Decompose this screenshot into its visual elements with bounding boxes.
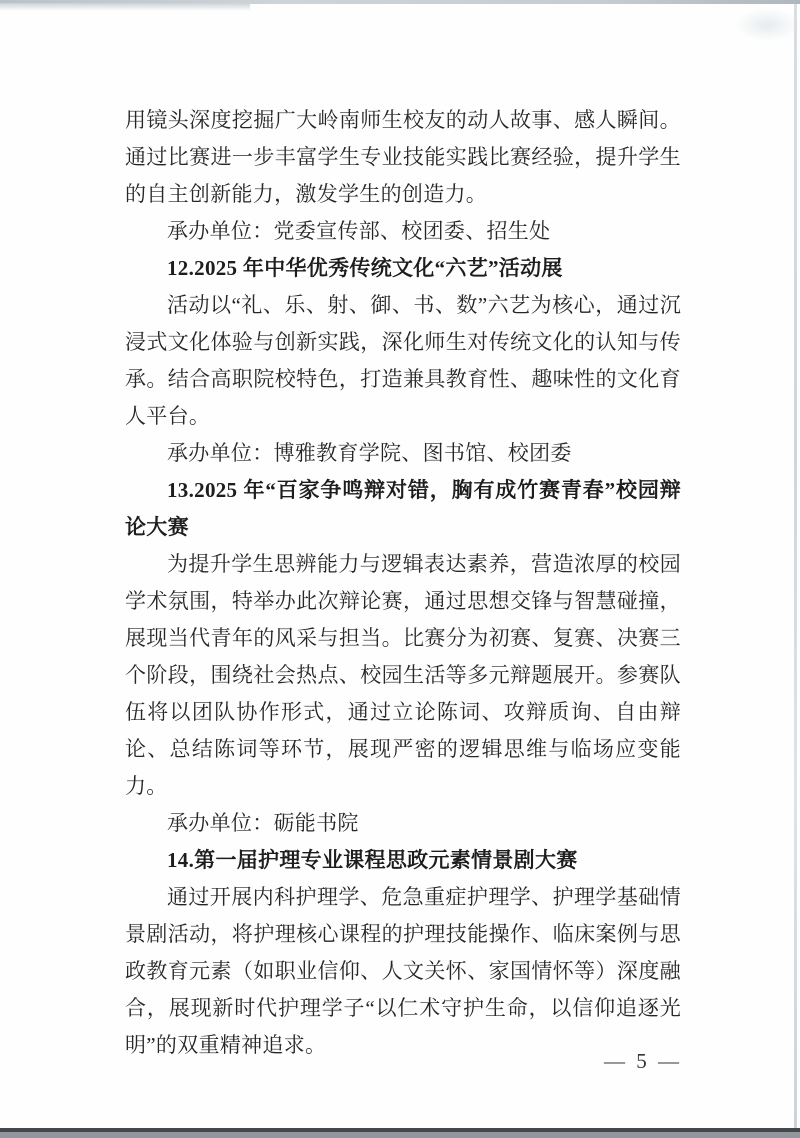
section-heading-13: 13.2025 年“百家争鸣辩对错，胸有成竹赛青春”校园辩论大赛: [125, 478, 681, 539]
page-number: — 5 —: [604, 1049, 682, 1073]
scan-edge-right: [794, 4, 797, 1128]
section-heading-14: 14.第一届护理专业课程思政元素情景剧大赛: [167, 848, 578, 872]
organizer-line-12: 承办单位：博雅教育学院、图书馆、校团委: [167, 441, 572, 465]
scan-edge-bottom-light: [0, 1132, 800, 1138]
section-body-12: 活动以“礼、乐、射、御、书、数”六艺为核心，通过沉浸式文化体验与创新实践，深化师生对传统文化的认知与传承。结合高职院校特色，打造兼具教育性、趣味性的文化育人平台。: [125, 293, 681, 428]
organizer-line-13: 承办单位：砺能书院: [167, 811, 359, 835]
scan-patch-top-left: [0, 3, 250, 11]
document-body: [125, 102, 681, 1064]
organizer-line-11: 承办单位：党委宣传部、校团委、招生处: [167, 219, 551, 243]
section-body-13: 为提升学生思辨能力与逻辑表达素养，营造浓厚的校园学术氛围，特举办此次辩论赛，通过思想交锋与智慧碰撞，展现当代青年的风采与担当。比赛分为初赛、复赛、决赛三个阶段，围绕社会热点、校园生活等多元辩题展开。参赛队伍将以团队协作形式，通过立论陈词、攻辩质询、自由辩论、总结陈词等环节，展现严密的逻辑思维与临场应变能力。: [125, 552, 681, 798]
scan-smudge-top-right: [735, 8, 800, 42]
section-body-14: 通过开展内科护理学、危急重症护理学、护理学基础情景剧活动，将护理核心课程的护理技能操作、临床案例与思政教育元素（如职业信仰、人文关怀、家国情怀等）深度融合，展现新时代护理学子“以仁术守护生命，以信仰追逐光明”的双重精神追求。: [125, 885, 681, 1057]
paragraph-continuation: 用镜头深度挖掘广大岭南师生校友的动人故事、感人瞬间。通过比赛进一步丰富学生专业技能实践比赛经验，提升学生的自主创新能力，激发学生的创造力。: [125, 108, 681, 206]
section-heading-12: 12.2025 年中华优秀传统文化“六艺”活动展: [167, 256, 563, 280]
